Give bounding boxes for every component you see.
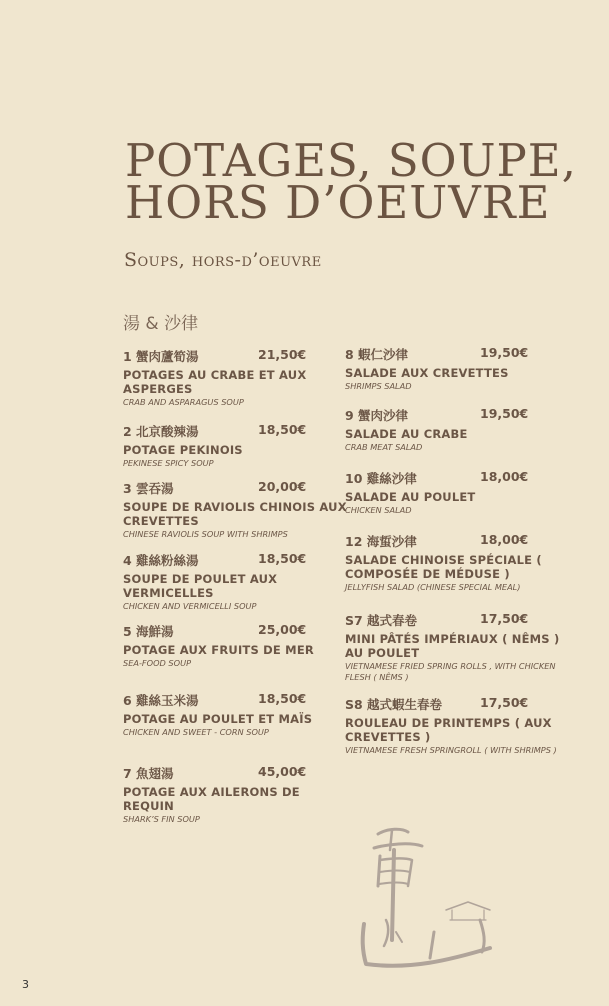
item-name-en: VIETNAMESE FRESH SPRINGROLL ( WITH SHRIMPS ): [345, 745, 557, 755]
item-price: 17,50€: [480, 611, 529, 626]
item-name-en: JELLYFISH SALAD (CHINESE SPECIAL MEAL): [345, 582, 521, 592]
item-name-en: SEA-FOOD SOUP: [123, 658, 192, 668]
item-name-fr: SALADE AU POULET: [345, 490, 476, 504]
item-name-en: CRAB MEAT SALAD: [345, 442, 423, 452]
item-price: 20,00€: [258, 479, 307, 494]
item-number: 10 雞絲沙律: [345, 471, 417, 486]
ink-calligraphy-pavilion-icon: [350, 820, 510, 980]
item-name-en: VIETNAMESE FRIED SPRING ROLLS , WITH CHICKEN FLESH ( NÊMS ): [345, 661, 556, 682]
page-title: [125, 134, 577, 229]
item-name-en: SHARK’S FIN SOUP: [123, 814, 200, 824]
page-number: 3: [22, 978, 29, 991]
menu-item: [123, 479, 353, 551]
item-price: 19,50€: [480, 406, 529, 421]
menu-item: [123, 691, 353, 764]
item-name-fr: POTAGES AU CRABE ET AUX ASPERGES: [123, 368, 307, 396]
menu-item: [123, 764, 353, 834]
title-line-1: POTAGES, SOUPE,: [125, 134, 577, 187]
item-price: 18,00€: [480, 532, 529, 547]
item-name-fr: SOUPE DE RAVIOLIS CHINOIS AUX CREVETTES: [123, 500, 347, 528]
item-name-en: CHINESE RAVIOLIS SOUP WITH SHRIMPS: [123, 529, 288, 539]
item-name-fr: ROULEAU DE PRINTEMPS ( AUX CREVETTES ): [345, 716, 552, 744]
item-name-en: CHICKEN AND SWEET - CORN SOUP: [123, 727, 269, 737]
page-subtitle: Soups, hors-d’oeuvre: [124, 249, 322, 271]
menu-item: [123, 622, 353, 691]
menu-item: [345, 611, 575, 695]
item-number: 3 雲吞湯: [123, 481, 174, 496]
section-heading-chinese: 湯 & 沙律: [123, 314, 199, 334]
item-price: 17,50€: [480, 695, 529, 710]
item-price: 45,00€: [258, 764, 307, 779]
item-name-en: CRAB AND ASPARAGUS SOUP: [123, 397, 244, 407]
title-line-2: HORS D’OEUVRE: [125, 176, 551, 229]
item-name-fr: POTAGE AUX AILERONS DE REQUIN: [123, 785, 300, 813]
item-name-en: SHRIMPS SALAD: [345, 381, 412, 391]
item-name-fr: SALADE CHINOISE SPÉCIALE ( COMPOSÉE DE MÉDUSE ): [345, 553, 542, 581]
menu-column-left: [123, 347, 353, 834]
item-name-fr: POTAGE AU POULET ET MAÏS: [123, 712, 313, 726]
item-price: 21,50€: [258, 347, 307, 362]
menu-item: [345, 345, 575, 406]
item-number: S8 越式蝦生春卷: [345, 697, 443, 712]
menu-item: [123, 422, 353, 479]
item-name-fr: SALADE AU CRABE: [345, 427, 468, 441]
item-price: 18,50€: [258, 551, 307, 566]
menu-item: [123, 551, 353, 622]
menu-item: [123, 347, 353, 407]
item-name-en: CHICKEN AND VERMICELLI SOUP: [123, 601, 257, 611]
item-price: 18,50€: [258, 691, 307, 706]
item-number: 1 蟹肉蘆筍湯: [123, 349, 199, 364]
item-name-fr: POTAGE AUX FRUITS DE MER: [123, 643, 314, 657]
menu-item: [345, 532, 575, 611]
item-number: 4 雞絲粉絲湯: [123, 553, 199, 568]
item-price: 18,50€: [258, 422, 307, 437]
menu-item: [345, 406, 575, 469]
item-price: 19,50€: [480, 345, 529, 360]
item-name-fr: POTAGE PEKINOIS: [123, 443, 243, 457]
item-name-en: PEKINESE SPICY SOUP: [123, 458, 214, 468]
item-name-fr: SOUPE DE POULET AUX VERMICELLES: [123, 572, 278, 600]
item-number: 8 蝦仁沙律: [345, 347, 409, 362]
item-number: 6 雞絲玉米湯: [123, 693, 199, 708]
menu-item: [345, 695, 575, 765]
item-name-fr: SALADE AUX CREVETTES: [345, 366, 509, 380]
item-number: 2 北京酸辣湯: [123, 424, 199, 439]
item-price: 18,00€: [480, 469, 529, 484]
menu-column-right: [345, 345, 575, 765]
item-price: 25,00€: [258, 622, 307, 637]
item-name-fr: MINI PÂTÉS IMPÉRIAUX ( NÊMS ) AU POULET: [345, 632, 560, 660]
item-number: 12 海蜇沙律: [345, 534, 417, 549]
item-name-en: CHICKEN SALAD: [345, 505, 412, 515]
item-number: 7 魚翅湯: [123, 766, 174, 781]
item-number: 9 蟹肉沙律: [345, 408, 409, 423]
item-number: S7 越式春卷: [345, 613, 418, 628]
item-number: 5 海鮮湯: [123, 624, 174, 639]
menu-item: [345, 469, 575, 532]
